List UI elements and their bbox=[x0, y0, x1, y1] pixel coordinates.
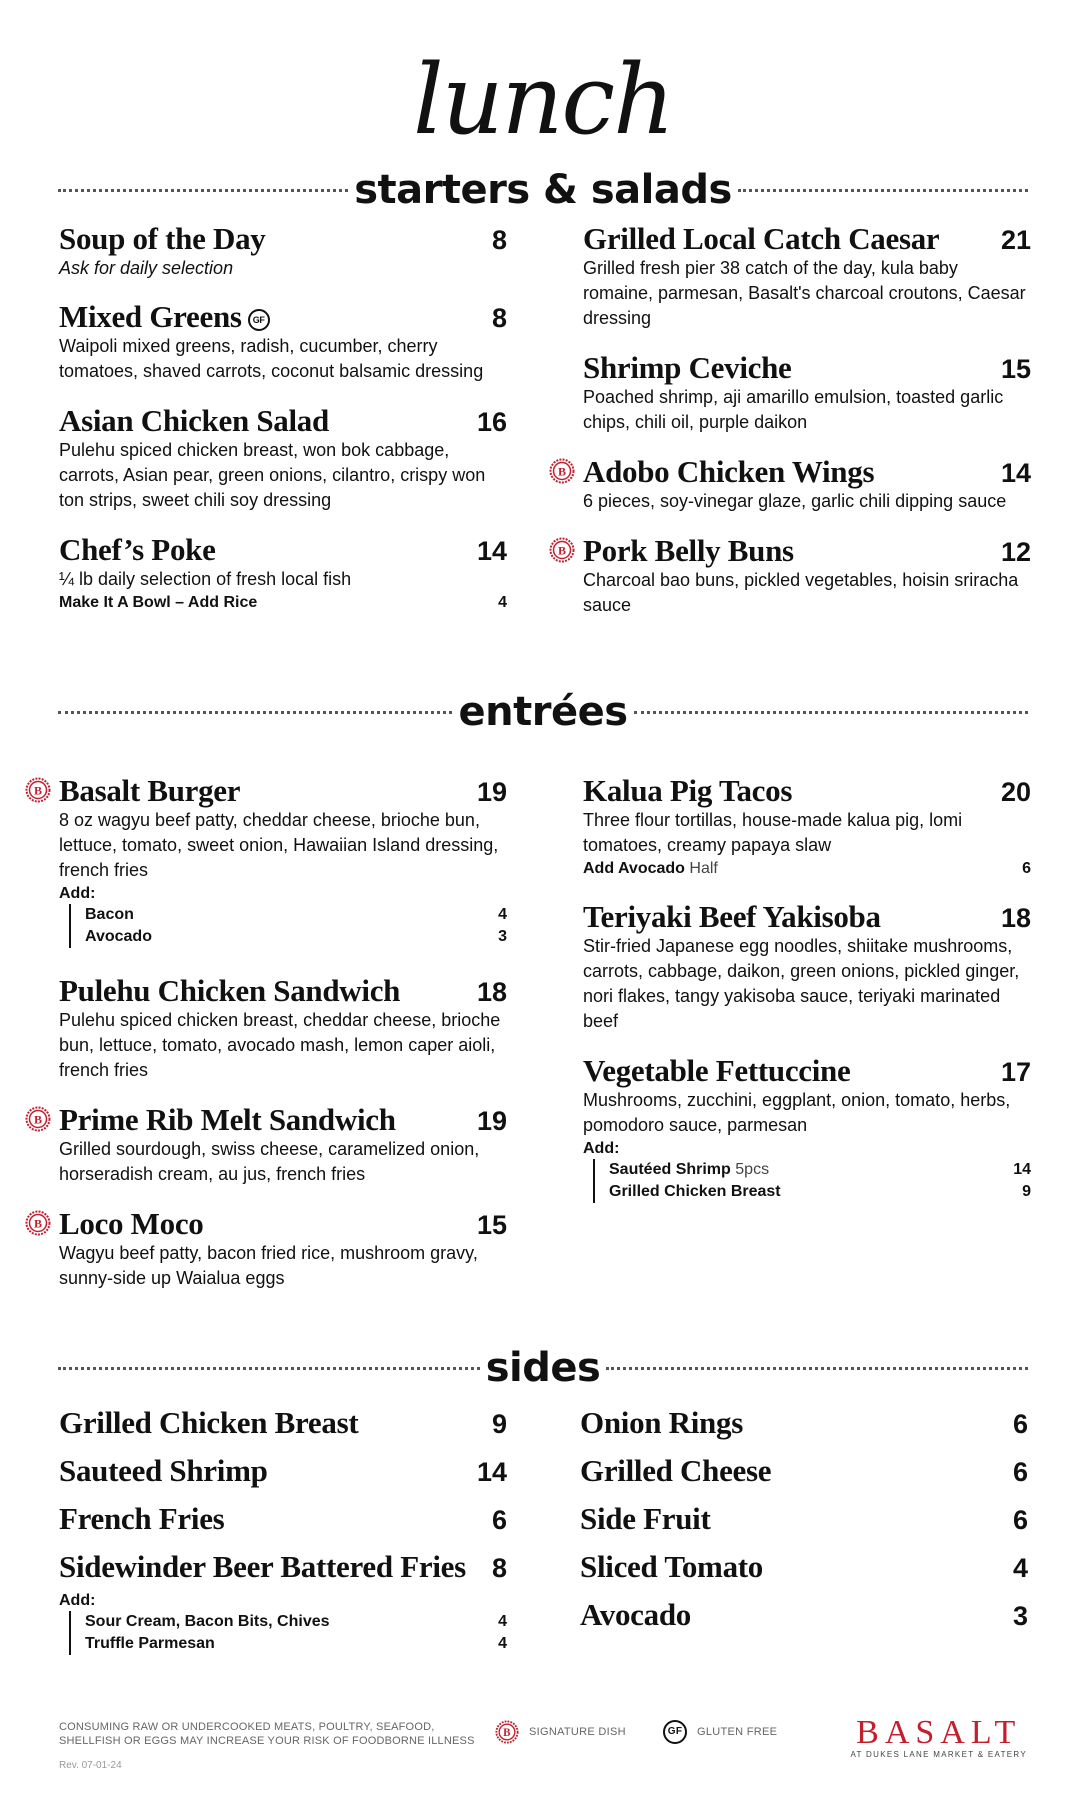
side-name: Onion Rings bbox=[580, 1405, 743, 1440]
svg-text:B: B bbox=[557, 543, 567, 558]
addon-label: Sautéed Shrimp bbox=[609, 1161, 731, 1178]
side-item bbox=[580, 1454, 1028, 1502]
extra-label: Add Avocado bbox=[583, 860, 685, 877]
extra-note: Half bbox=[689, 860, 718, 877]
svg-text:B: B bbox=[33, 1112, 43, 1127]
item-name: Mixed Greens bbox=[59, 299, 242, 334]
side-item bbox=[580, 1406, 1028, 1454]
item-name: Soup of the Day bbox=[59, 221, 266, 256]
item-name: Prime Rib Melt Sandwich bbox=[59, 1102, 396, 1137]
item-name: Asian Chicken Salad bbox=[59, 403, 329, 438]
side-item bbox=[59, 1454, 507, 1502]
item-price: 20 bbox=[1000, 777, 1031, 807]
menu-item bbox=[583, 222, 1031, 331]
dotted-rule bbox=[58, 189, 348, 192]
gluten-free-icon: GF bbox=[663, 1720, 687, 1744]
menu-item bbox=[583, 1054, 1031, 1203]
gluten-free-legend bbox=[663, 1720, 777, 1744]
svg-text:B: B bbox=[557, 464, 567, 479]
menu-item bbox=[33, 773, 507, 948]
allergy-disclaimer bbox=[59, 1720, 475, 1748]
brand-name: BASALT bbox=[856, 1714, 1022, 1751]
dotted-rule bbox=[606, 1367, 1028, 1370]
item-description: Stir-fried Japanese egg noodles, shiitake mushrooms, carrots, cabbage, daikon, green onions, pickled ginger, nori flakes, tangy yakisoba sauce, teriyaki marinated beef bbox=[583, 936, 1020, 1031]
signature-dish-icon bbox=[549, 458, 575, 484]
item-description: Grilled sourdough, swiss cheese, caramelized onion, horseradish cream, au jus, french fries bbox=[59, 1139, 480, 1184]
side-name: French Fries bbox=[59, 1501, 225, 1536]
side-price: 3 bbox=[1012, 1601, 1028, 1631]
addon-price: 4 bbox=[498, 906, 507, 923]
item-description: Pulehu spiced chicken breast, cheddar cheese, brioche bun, lettuce, tomato, avocado mash, lemon caper aioli, french fries bbox=[59, 1010, 501, 1080]
menu-item bbox=[583, 900, 1031, 1034]
item-name: Loco Moco bbox=[59, 1206, 204, 1241]
item-name: Adobo Chicken Wings bbox=[583, 454, 875, 489]
sides-right-column bbox=[580, 1406, 1028, 1646]
menu-item bbox=[557, 533, 1031, 618]
item-price: 19 bbox=[476, 777, 507, 807]
add-label: Add: bbox=[59, 1592, 96, 1609]
item-price: 8 bbox=[491, 225, 507, 255]
menu-item bbox=[59, 974, 507, 1083]
item-description: Pulehu spiced chicken breast, won bok cabbage, carrots, Asian pear, green onions, cilantro, crispy won ton strips, sweet chili soy dressing bbox=[59, 440, 486, 510]
add-label: Add: bbox=[59, 885, 96, 902]
side-item bbox=[580, 1502, 1028, 1550]
item-name: Teriyaki Beef Yakisoba bbox=[583, 899, 881, 934]
menu-item bbox=[59, 222, 507, 280]
menu-item bbox=[59, 533, 507, 614]
side-item bbox=[580, 1598, 1028, 1646]
entrees-left-column bbox=[33, 773, 507, 1311]
addon-price: 4 bbox=[498, 1613, 507, 1630]
addon-list bbox=[69, 1611, 507, 1655]
addon-label: Grilled Chicken Breast bbox=[609, 1183, 781, 1200]
item-price: 16 bbox=[476, 407, 507, 437]
svg-text:B: B bbox=[503, 1727, 511, 1740]
item-description: Grilled fresh pier 38 catch of the day, kula baby romaine, parmesan, Basalt's charcoal croutons, Caesar dressing bbox=[583, 258, 1026, 328]
addon-row bbox=[609, 1181, 1031, 1203]
side-name: Grilled Cheese bbox=[580, 1453, 772, 1488]
addon-list bbox=[69, 904, 507, 948]
menu-item bbox=[583, 351, 1031, 435]
item-price: 21 bbox=[1000, 225, 1031, 255]
addon-row bbox=[85, 904, 507, 926]
item-description: 6 pieces, soy-vinegar glaze, garlic chili dipping sauce bbox=[583, 491, 1007, 511]
dotted-rule bbox=[738, 189, 1028, 192]
signature-dish-icon bbox=[25, 777, 51, 803]
extra-price: 4 bbox=[498, 594, 507, 611]
item-price: 19 bbox=[476, 1106, 507, 1136]
menu-item bbox=[33, 1102, 507, 1187]
item-description: Wagyu beef patty, bacon fried rice, mushroom gravy, sunny-side up Waialua eggs bbox=[59, 1243, 478, 1288]
item-description: Mushrooms, zucchini, eggplant, onion, tomato, herbs, pomodoro sauce, parmesan bbox=[583, 1090, 1011, 1135]
menu-item bbox=[59, 300, 507, 384]
gluten-free-legend-label: GLUTEN FREE bbox=[697, 1726, 778, 1738]
side-item bbox=[59, 1550, 507, 1590]
item-description: Charcoal bao buns, pickled vegetables, hoisin sriracha sauce bbox=[583, 570, 1019, 615]
addon-price: 9 bbox=[1022, 1183, 1031, 1200]
side-price: 9 bbox=[491, 1409, 507, 1439]
item-name: Shrimp Ceviche bbox=[583, 350, 792, 385]
section-header-starters bbox=[58, 167, 1028, 213]
side-price: 6 bbox=[1012, 1409, 1028, 1439]
side-name: Grilled Chicken Breast bbox=[59, 1405, 359, 1440]
section-title-starters: starters & salads bbox=[354, 167, 732, 213]
extra-price: 6 bbox=[1022, 860, 1031, 877]
item-name: Vegetable Fettuccine bbox=[583, 1053, 851, 1088]
side-item bbox=[59, 1406, 507, 1454]
side-price: 6 bbox=[1012, 1457, 1028, 1487]
side-item bbox=[580, 1550, 1028, 1598]
side-item bbox=[59, 1502, 507, 1550]
side-price: 6 bbox=[1012, 1505, 1028, 1535]
disclaimer-line: CONSUMING RAW OR UNDERCOOKED MEATS, POULTRY, SEAFOOD, bbox=[59, 1721, 435, 1733]
add-label: Add: bbox=[583, 1140, 620, 1157]
dotted-rule bbox=[58, 1367, 480, 1370]
item-price: 15 bbox=[476, 1210, 507, 1240]
item-name: Grilled Local Catch Caesar bbox=[583, 221, 940, 256]
signature-dish-icon bbox=[25, 1106, 51, 1132]
side-name: Sidewinder Beer Battered Fries bbox=[59, 1549, 466, 1584]
addon-label: Sour Cream, Bacon Bits, Chives bbox=[85, 1613, 330, 1630]
menu-item bbox=[33, 1206, 507, 1291]
item-price: 18 bbox=[476, 977, 507, 1007]
item-description: ¼ lb daily selection of fresh local fish bbox=[59, 569, 352, 589]
section-header-sides bbox=[58, 1345, 1028, 1391]
menu-item bbox=[557, 454, 1031, 514]
item-name: Pork Belly Buns bbox=[583, 533, 794, 568]
item-name: Pulehu Chicken Sandwich bbox=[59, 973, 401, 1008]
item-price: 17 bbox=[1000, 1057, 1031, 1087]
brand-logo bbox=[850, 1716, 1027, 1759]
addon-list bbox=[593, 1159, 1031, 1203]
side-price: 8 bbox=[491, 1553, 507, 1583]
signature-legend-label: SIGNATURE DISH bbox=[529, 1726, 626, 1738]
starters-left-column bbox=[59, 222, 507, 634]
menu-title: lunch bbox=[413, 44, 673, 156]
item-description: 8 oz wagyu beef patty, cheddar cheese, brioche bun, lettuce, tomato, sweet onion, Hawaiian Island dressing, french fries bbox=[59, 810, 499, 880]
gluten-free-icon: GF bbox=[248, 309, 270, 331]
item-extra bbox=[59, 592, 507, 614]
dotted-rule bbox=[634, 711, 1028, 714]
svg-text:B: B bbox=[33, 783, 43, 798]
section-title-entrees: entrées bbox=[458, 689, 628, 735]
addon-label: Truffle Parmesan bbox=[85, 1635, 215, 1652]
addon-price: 4 bbox=[498, 1635, 507, 1652]
side-price: 14 bbox=[476, 1457, 507, 1487]
side-name: Sauteed Shrimp bbox=[59, 1453, 268, 1488]
item-price: 12 bbox=[1000, 537, 1031, 567]
addon-label: Bacon bbox=[85, 906, 134, 923]
disclaimer-line: SHELLFISH OR EGGS MAY INCREASE YOUR RISK OF FOODBORNE ILLNESS bbox=[59, 1735, 475, 1747]
item-description: Three flour tortillas, house-made kalua pig, lomi tomatoes, creamy papaya slaw bbox=[583, 810, 963, 855]
starters-right-column bbox=[557, 221, 1031, 638]
side-price: 4 bbox=[1012, 1553, 1028, 1583]
addon-note: 5pcs bbox=[735, 1161, 770, 1178]
addon-price: 14 bbox=[1013, 1161, 1031, 1178]
addon-row bbox=[85, 1633, 507, 1655]
signature-dish-icon bbox=[25, 1210, 51, 1236]
addon-label: Avocado bbox=[85, 928, 152, 945]
signature-dish-icon bbox=[495, 1720, 519, 1744]
side-name: Sliced Tomato bbox=[580, 1549, 763, 1584]
item-price: 8 bbox=[491, 303, 507, 333]
addon-row bbox=[609, 1159, 1031, 1181]
side-name: Avocado bbox=[580, 1597, 691, 1632]
addon-row bbox=[85, 1611, 507, 1633]
item-name: Chef’s Poke bbox=[59, 532, 216, 567]
item-note: Ask for daily selection bbox=[59, 258, 234, 278]
revision-date: Rev. 07-01-24 bbox=[59, 1760, 122, 1771]
item-price: 14 bbox=[1000, 458, 1031, 488]
dotted-rule bbox=[58, 711, 452, 714]
section-title-sides: sides bbox=[485, 1345, 601, 1391]
item-price: 18 bbox=[1000, 903, 1031, 933]
item-description: Poached shrimp, aji amarillo emulsion, toasted garlic chips, chili oil, purple daikon bbox=[583, 387, 1004, 432]
signature-legend bbox=[495, 1720, 626, 1744]
side-price: 6 bbox=[491, 1505, 507, 1535]
side-name: Side Fruit bbox=[580, 1501, 711, 1536]
item-price: 14 bbox=[476, 536, 507, 566]
item-price: 15 bbox=[1000, 354, 1031, 384]
item-description: Waipoli mixed greens, radish, cucumber, cherry tomatoes, shaved carrots, coconut balsamic dressing bbox=[59, 336, 484, 381]
signature-dish-icon bbox=[549, 537, 575, 563]
item-name: Basalt Burger bbox=[59, 773, 241, 808]
item-name: Kalua Pig Tacos bbox=[583, 773, 793, 808]
brand-tagline: AT DUKES LANE MARKET & EATERY bbox=[850, 1750, 1027, 1759]
item-extra bbox=[583, 858, 1031, 880]
addon-row bbox=[85, 926, 507, 948]
sides-left-column bbox=[59, 1406, 507, 1655]
addon-price: 3 bbox=[498, 928, 507, 945]
extra-label: Make It A Bowl – Add Rice bbox=[59, 594, 258, 611]
svg-text:B: B bbox=[33, 1216, 43, 1231]
footer bbox=[59, 1716, 1027, 1786]
menu-item bbox=[59, 404, 507, 513]
entrees-right-column bbox=[583, 774, 1031, 1223]
section-header-entrees bbox=[58, 689, 1028, 735]
menu-item bbox=[583, 774, 1031, 880]
